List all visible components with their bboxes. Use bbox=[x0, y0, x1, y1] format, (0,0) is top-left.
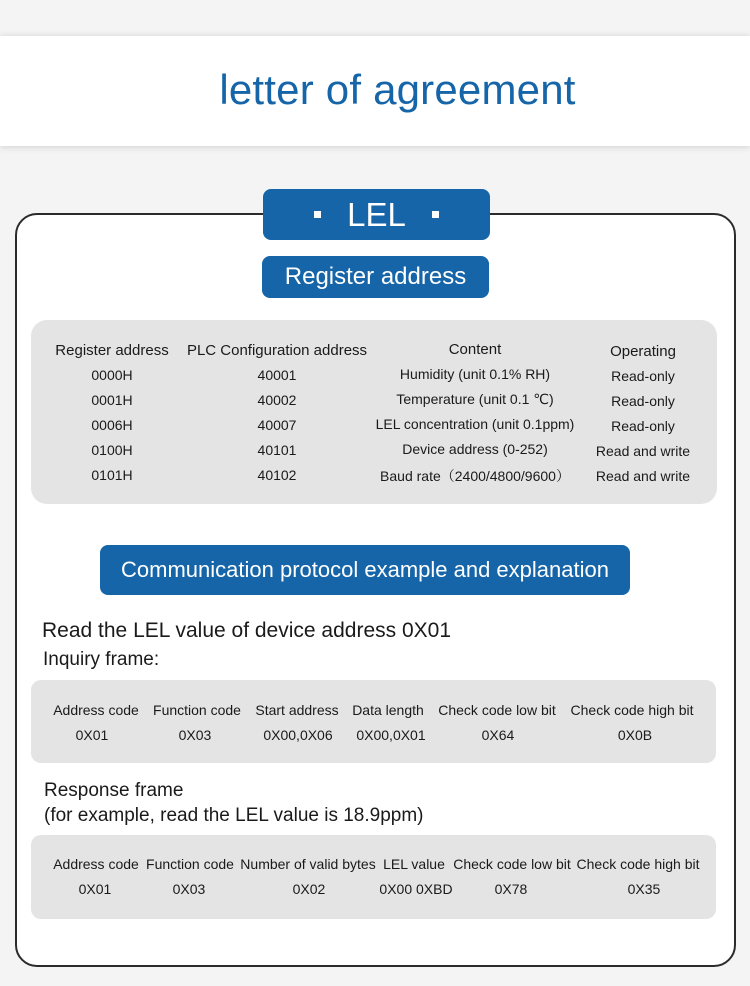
table-cell: 0X03 bbox=[178, 727, 212, 743]
example-title: Read the LEL value of device address 0X01 bbox=[42, 619, 451, 642]
table-cell: 40002 bbox=[257, 392, 297, 408]
table-header: Number of valid bytes bbox=[240, 856, 376, 872]
table-header: Operating bbox=[610, 343, 676, 360]
table-header: Function code bbox=[146, 856, 234, 872]
table-cell: 0X78 bbox=[494, 881, 528, 897]
table-cell: Read-only bbox=[611, 393, 675, 409]
table-cell: 0X01 bbox=[78, 881, 112, 897]
inquiry-table bbox=[31, 680, 716, 763]
inquiry-label: Inquiry frame: bbox=[43, 649, 160, 670]
table-cell: 0X0B bbox=[617, 727, 653, 743]
table-header: Content bbox=[448, 341, 502, 358]
table-header: Check code low bit bbox=[438, 702, 556, 718]
table-header: Address code bbox=[53, 856, 139, 872]
table-cell: Read and write bbox=[595, 468, 691, 484]
table-cell: 40001 bbox=[257, 367, 297, 383]
table-cell: Read-only bbox=[611, 418, 675, 434]
table-cell: Baud rate（2400/4800/9600） bbox=[380, 468, 570, 484]
table-cell: LEL concentration (unit 0.1ppm) bbox=[375, 416, 575, 432]
table-header: PLC Configuration address bbox=[186, 342, 368, 359]
table-cell: 0X35 bbox=[627, 881, 661, 897]
table-header: Register address bbox=[55, 342, 169, 359]
table-cell: 0X00,0X01 bbox=[356, 727, 426, 743]
bullet-square-icon bbox=[314, 211, 321, 218]
table-header: Data length bbox=[352, 702, 424, 718]
table-cell: Device address (0-252) bbox=[402, 441, 548, 457]
table-header: Check code high bit bbox=[570, 702, 694, 718]
page-title: letter of agreement bbox=[219, 66, 576, 113]
table-cell: 0X02 bbox=[292, 881, 326, 897]
table-cell: 0101H bbox=[91, 467, 133, 483]
table-cell: 0X00,0X06 bbox=[263, 727, 333, 743]
register-table bbox=[31, 320, 717, 504]
table-cell: 0100H bbox=[91, 442, 133, 458]
table-cell: Read and write bbox=[595, 443, 691, 459]
section-badge-label: LEL bbox=[347, 195, 406, 233]
table-header: Function code bbox=[153, 702, 241, 718]
table-header: Start address bbox=[255, 702, 339, 718]
table-cell: 40101 bbox=[257, 442, 297, 458]
table-header: Check code low bit bbox=[453, 856, 571, 872]
table-cell: 0006H bbox=[91, 417, 133, 433]
table-cell: Read-only bbox=[611, 368, 675, 384]
response-table bbox=[31, 835, 716, 919]
table-cell: 0000H bbox=[91, 367, 133, 383]
register-heading: Register address bbox=[262, 256, 489, 298]
protocol-heading: Communication protocol example and explanation bbox=[100, 545, 630, 595]
response-label: Response frame bbox=[44, 780, 184, 801]
section-badge bbox=[263, 189, 490, 240]
table-cell: 0X01 bbox=[75, 727, 109, 743]
bullet-square-icon bbox=[432, 211, 439, 218]
table-cell: Temperature (unit 0.1 ℃) bbox=[396, 391, 554, 407]
table-cell: 0X03 bbox=[172, 881, 206, 897]
table-cell: 0X64 bbox=[481, 727, 515, 743]
table-cell: 40102 bbox=[257, 467, 297, 483]
table-cell: 0X00 0XBD bbox=[379, 881, 453, 897]
table-header: Check code high bit bbox=[576, 856, 700, 872]
table-header: Address code bbox=[53, 702, 139, 718]
response-note: (for example, read the LEL value is 18.9ppm) bbox=[44, 805, 424, 826]
table-cell: Humidity (unit 0.1% RH) bbox=[399, 366, 551, 382]
table-cell: 40007 bbox=[257, 417, 297, 433]
table-header: LEL value bbox=[383, 856, 445, 872]
table-cell: 0001H bbox=[91, 392, 133, 408]
